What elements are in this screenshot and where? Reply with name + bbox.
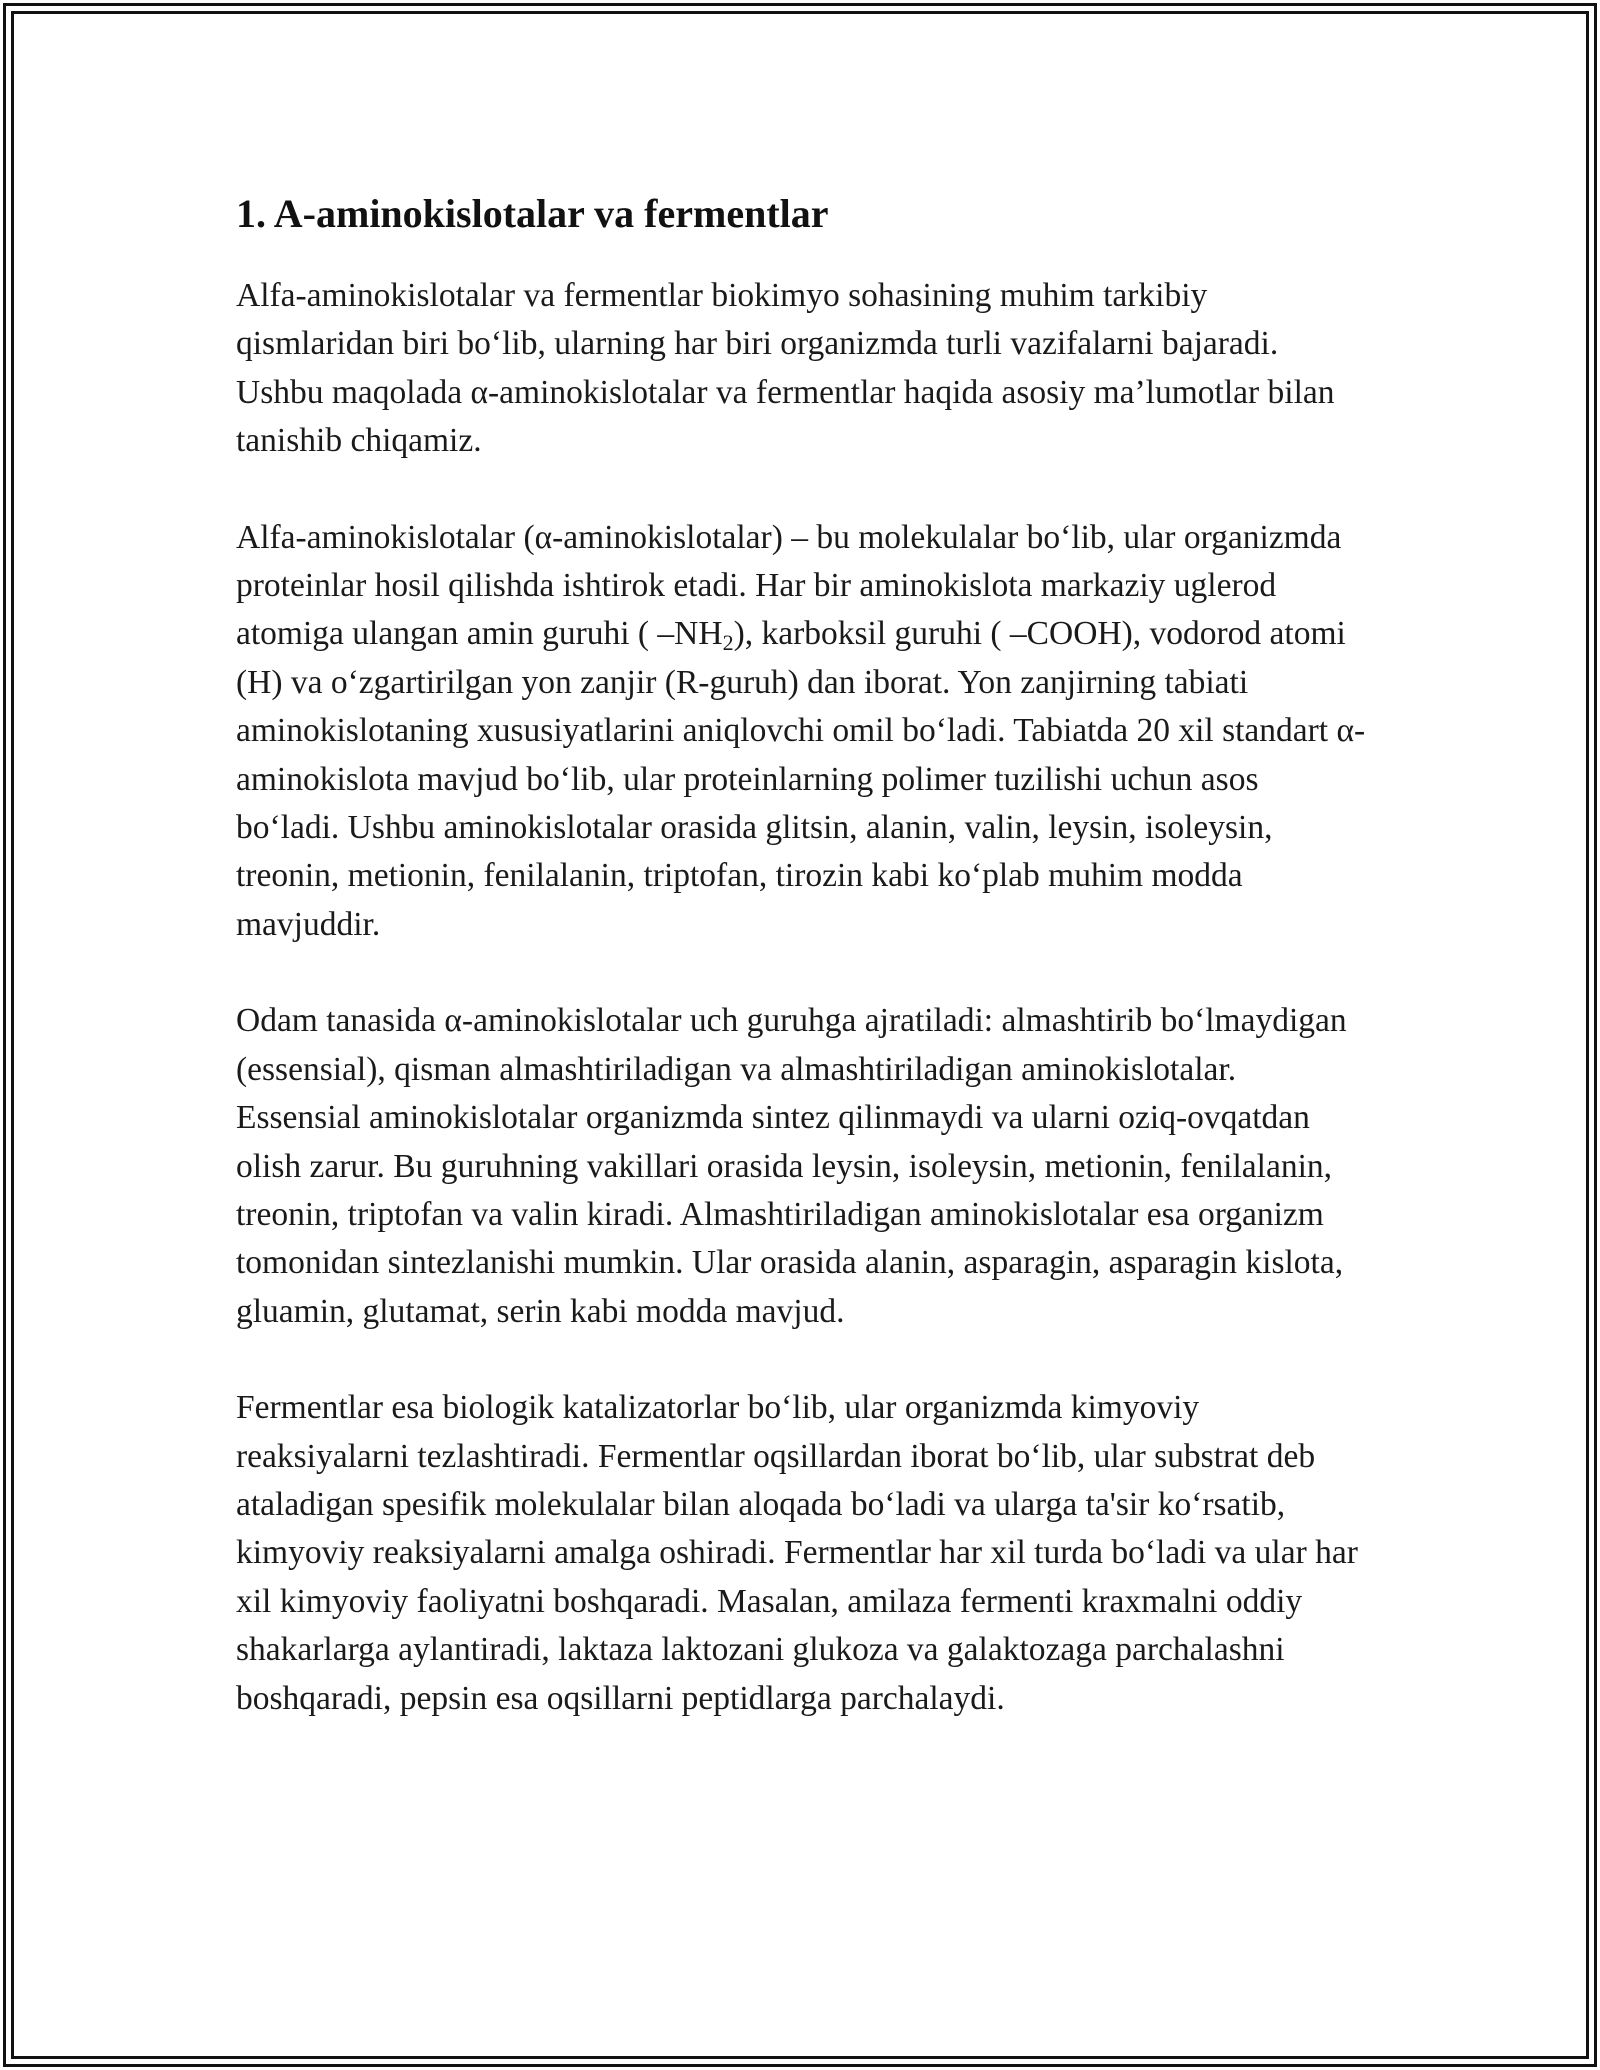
paragraph-enzymes: Fermentlar esa biologik katalizatorlar bo‘lib, ular organizmda kimyoviy reaksiyalarni tezlashtiradi. Fermentlar oqsillardan iborat bo‘lib, ular substrat deb ataladigan spesifik molekulalar bilan aloqada bo‘ladi va ularga ta'sir ko‘rsatib, kimyoviy reaksiyalarni amalga oshiradi. Fermentlar har xil turda bo‘ladi va ular har xil kimyoviy faoliyatni boshqaradi. Masalan, amilaza fermenti kraxmalni oddiy shakarlarga aylantiradi, laktaza laktozani glukoza va galaktozaga parchalashni boshqaradi, pepsin esa oqsillarni peptidlarga parchalaydi. xyxy=(236,1389,1358,1717)
section-heading: 1. A-aminokislotalar va fermentlar xyxy=(236,191,829,236)
paragraph-classification: Odam tanasida α-aminokislotalar uch guruhga ajratiladi: almashtirib bo‘lmaydigan (essensial), qisman almashtiriladigan va almashtiriladigan aminokislotalar. Essensial aminokislotalar organizmda sintez qilinmaydi va ularni oziq-ovqatdan olish zarur. Bu guruhning vakillari orasida leysin, isoleysin, metionin, fenilalanin, treonin, triptofan va valin kiradi. Almashtiriladigan aminokislotalar esa organizm tomonidan sintezlanishi mumkin. Ular orasida alanin, asparagin, asparagin kislota, gluamin, glutamat, serin kabi modda mavjud. xyxy=(236,1002,1347,1330)
paragraph-intro: Alfa-aminokislotalar va fermentlar biokimyo sohasining muhim tarkibiy qismlaridan biri bo‘lib, ularning har biri organizmda turli vazifalarni bajaradi. Ushbu maqolada α-aminokislotalar va fermentlar haqida asosiy ma’lumotlar bilan tanishib chiqamiz. xyxy=(236,277,1335,460)
subscript-two: 2 xyxy=(722,630,734,656)
paragraph-amino-acids xyxy=(236,514,1366,950)
document-body xyxy=(236,186,1366,1771)
paragraph-amino-acids-text-start: Alfa-aminokislotalar (α-aminokislotalar) – bu molekulalar bo‘lib, ular organizmda proteinlar hosil qilishda ishtirok etadi. Har bir aminokislota markaziy uglerod atomiga ulangan amin guruhi ( –NH xyxy=(236,518,1342,653)
paragraph-amino-acids-text-end: ), karboksil guruhi ( –COOH), vodorod atomi (H) va o‘zgartirilgan yon zanjir (R-guruh) dan iborat. Yon zanjirning tabiati aminokislotaning xususiyatlarini aniqlovchi omil bo‘ladi. Tabiatda 20 xil standart α-aminokislota mavjud bo‘lib, ular proteinlarning polimer tuzilishi uchun asos bo‘ladi. Ushbu aminokislotalar orasida glitsin, alanin, valin, leysin, isoleysin, treonin, metionin, fenilalanin, triptofan, tirozin kabi ko‘plab muhim modda mavjuddir. xyxy=(236,615,1366,943)
